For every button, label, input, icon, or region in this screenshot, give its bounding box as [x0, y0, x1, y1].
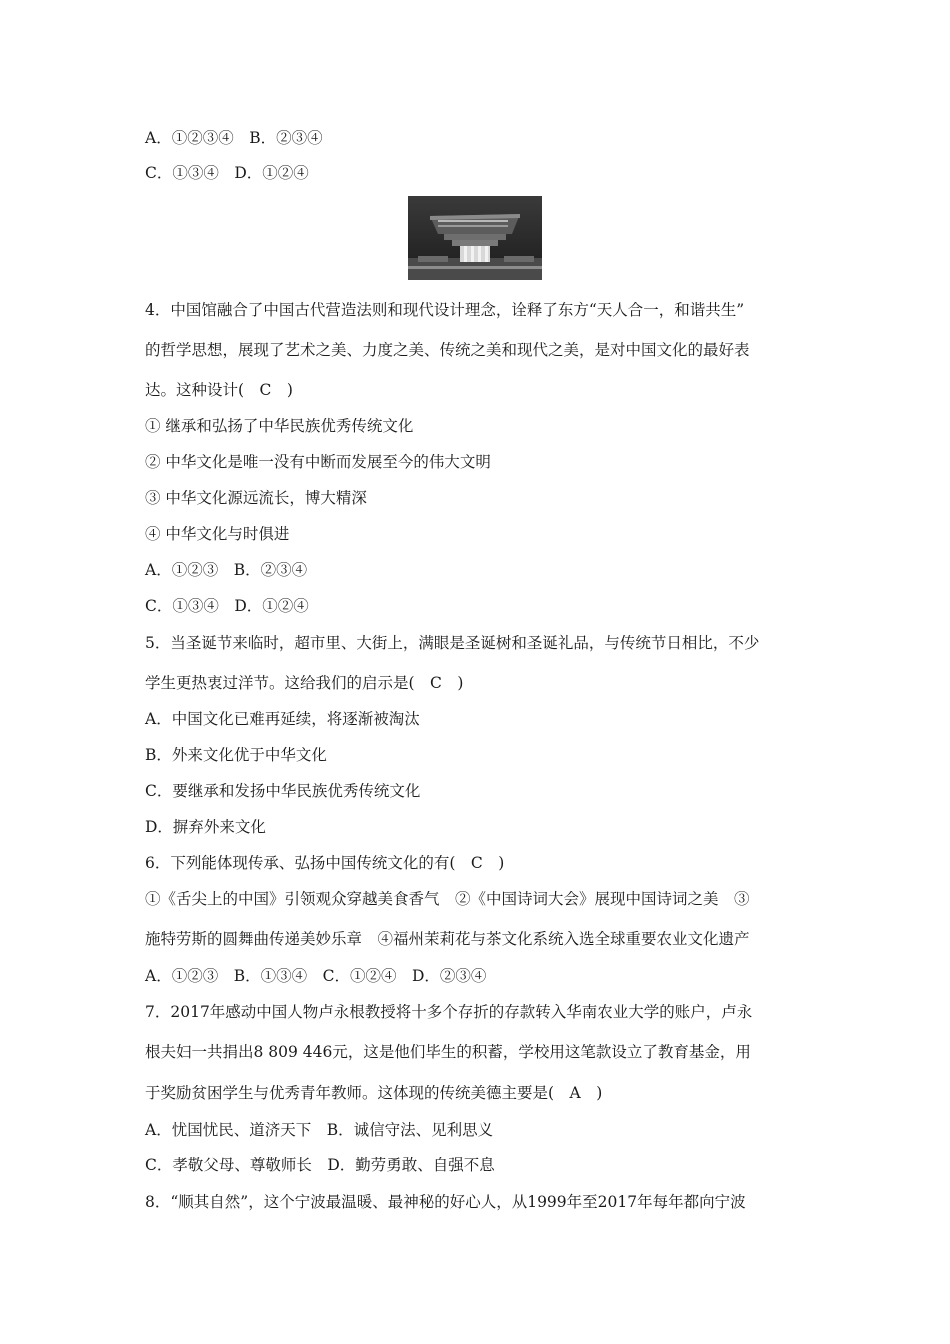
q6-options: A．①②③ B．①③④ C．①②④ D．②③④	[145, 967, 487, 985]
q3-option-ab: A．①②③④ B．②③④	[145, 129, 323, 147]
china-pavilion-photo	[408, 196, 542, 280]
q7-stem-line3: 于奖励贫困学生与优秀青年教师。这体现的传统美德主要是( A )	[145, 1084, 603, 1102]
q6-stem-line1: 6．下列能体现传承、弘扬中国传统文化的有( C )	[145, 854, 505, 872]
q5-option-b: B．外来文化优于中华文化	[145, 746, 327, 764]
q5-stem-line2: 学生更热衷过洋节。这给我们的启示是( C )	[145, 674, 464, 692]
q8-stem-line1: 8．“顺其自然”，这个宁波最温暖、最神秘的好心人，从1999年至2017年每年都向宁波	[145, 1193, 746, 1211]
q4-stem-line1: 4．中国馆融合了中国古代营造法则和现代设计理念，诠释了东方“天人合一，和谐共生”	[145, 301, 745, 319]
q4-stem-line3: 达。这种设计( C )	[145, 381, 293, 399]
q5-option-c: C．要继承和发扬中华民族优秀传统文化	[145, 782, 421, 800]
q5-stem-line1: 5．当圣诞节来临时，超市里、大街上，满眼是圣诞树和圣诞礼品，与传统节日相比，不少	[145, 634, 760, 652]
q5-option-a: A．中国文化已难再延续，将逐渐被淘汰	[145, 710, 420, 728]
q6-stem-line3: 施特劳斯的圆舞曲传递美妙乐章 ④福州茉莉花与茶文化系统入选全球重要农业文化遗产	[145, 930, 750, 948]
q4-option-ab: A．①②③ B．②③④	[145, 561, 308, 579]
q3-option-cd: C．①③④ D．①②④	[145, 164, 309, 182]
q4-item-4: ④ 中华文化与时俱进	[145, 525, 290, 543]
q7-stem-line1: 7．2017年感动中国人物卢永根教授将十多个存折的存款转入华南农业大学的账户，卢永	[145, 1003, 753, 1021]
q7-stem-line2: 根夫妇一共捐出8 809 446元，这是他们毕生的积蓄，学校用这笔款设立了教育基金，用	[145, 1043, 751, 1061]
q4-item-1: ① 继承和弘扬了中华民族优秀传统文化	[145, 417, 414, 435]
q4-option-cd: C．①③④ D．①②④	[145, 597, 309, 615]
q5-option-d: D．摒弃外来文化	[145, 818, 266, 836]
q7-option-cd: C．孝敬父母、尊敬师长 D．勤劳勇敢、自强不息	[145, 1156, 495, 1174]
q4-item-3: ③ 中华文化源远流长，博大精深	[145, 489, 367, 507]
q6-stem-line2: ①《舌尖上的中国》引领观众穿越美食香气 ②《中国诗词大会》展现中国诗词之美 ③	[145, 890, 750, 908]
q4-item-2: ② 中华文化是唯一没有中断而发展至今的伟大文明	[145, 453, 491, 471]
q4-stem-line2: 的哲学思想，展现了艺术之美、力度之美、传统之美和现代之美，是对中国文化的最好表	[145, 341, 750, 359]
q7-option-ab: A．忧国忧民、道济天下 B．诚信守法、见利思义	[145, 1121, 494, 1139]
